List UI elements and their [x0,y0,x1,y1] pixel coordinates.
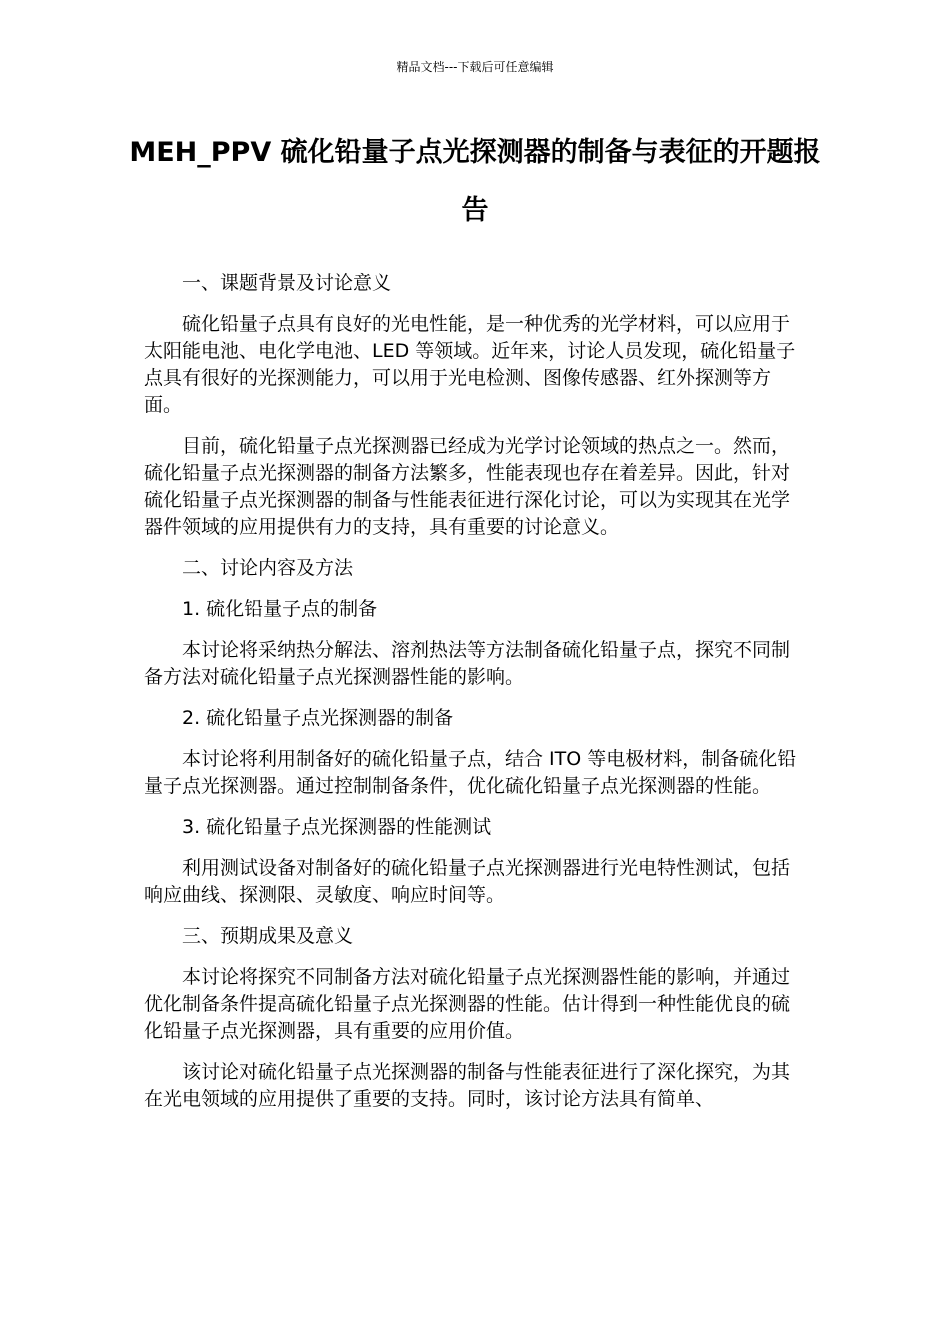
header-note: 精品文档---下载后可任意编辑 [396,60,554,74]
document-title: MEH_PPV 硫化铅量子点光探测器的制备与表征的开题报告 [129,137,821,226]
subsection-heading: 2. 硫化铅量子点光探测器的制备 [182,707,454,729]
paragraph: 本讨论将利用制备好的硫化铅量子点，结合 ITO 等电极材料，制备硫化铅量子点光探测器。通过控制制备条件，优化硫化铅量子点光探测器的性能。 [144,748,797,797]
paragraph: 本讨论将采纳热分解法、溶剂热法等方法制备硫化铅量子点，探究不同制备方法对硫化铅量子点光探测器性能的影响。 [144,639,791,688]
paragraph: 目前，硫化铅量子点光探测器已经成为光学讨论领域的热点之一。然而，硫化铅量子点光探测器的制备方法繁多，性能表现也存在着差异。因此，针对硫化铅量子点光探测器的制备与性能表征进行深化讨论，可以为实现其在光学器件领域的应用提供有力的支持，具有重要的讨论意义。 [144,435,791,538]
section-heading-background: 一、课题背景及讨论意义 [182,272,392,294]
paragraph: 该讨论对硫化铅量子点光探测器的制备与性能表征进行了深化探究，为其在光电领域的应用提供了重要的支持。同时，该讨论方法具有简单、 [144,1061,791,1110]
section-heading-content-methods: 二、讨论内容及方法 [182,557,354,579]
document-body [144,270,806,1127]
subsection-heading: 1. 硫化铅量子点的制备 [182,598,378,620]
section-heading-expected-results: 三、预期成果及意义 [182,925,354,947]
paragraph: 硫化铅量子点具有良好的光电性能，是一种优秀的光学材料，可以应用于太阳能电池、电化学电池、LED 等领域。近年来，讨论人员发现，硫化铅量子点具有很好的光探测能力，可以用于光电检测、图像传感器、红外探测等方面。 [144,313,796,416]
subsection-heading: 3. 硫化铅量子点光探测器的性能测试 [182,816,492,838]
paragraph: 本讨论将探究不同制备方法对硫化铅量子点光探测器性能的影响，并通过优化制备条件提高硫化铅量子点光探测器的性能。估计得到一种性能优良的硫化铅量子点光探测器，具有重要的应用价值。 [144,966,791,1042]
paragraph: 利用测试设备对制备好的硫化铅量子点光探测器进行光电特性测试，包括响应曲线、探测限、灵敏度、响应时间等。 [144,857,791,906]
